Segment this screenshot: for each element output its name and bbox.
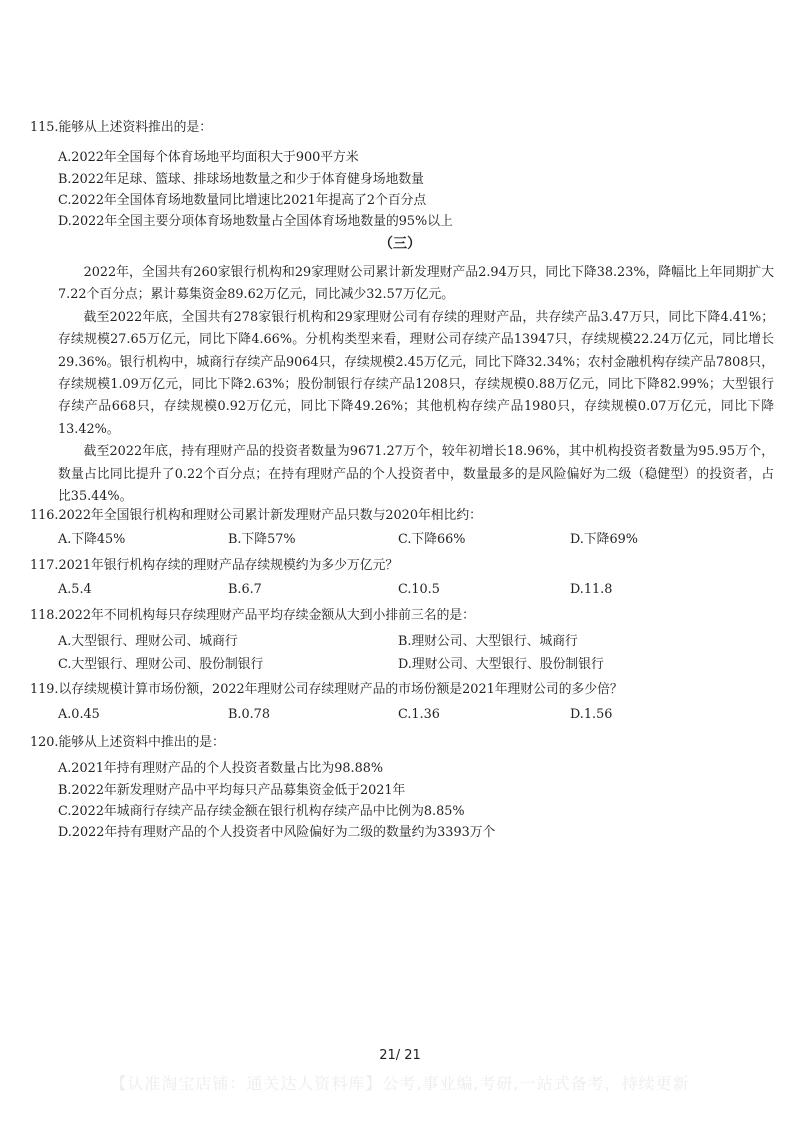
reading-passage <box>58 262 774 508</box>
q118-option-b: B.理财公司、大型银行、城商行 <box>398 634 578 649</box>
q117-stem: 117.2021年银行机构存续的理财产品存续规模约为多少万亿元？ <box>30 558 399 573</box>
q117-option-d: D.11.8 <box>570 582 613 597</box>
passage-paragraph-1: 2022年，全国共有260家银行机构和29家理财公司累计新发理财产品2.94万只，同比下降38.23%，降幅比上年同期扩大7.22个百分点；累计募集资金89.62万亿元，同比减少32.57万亿元。 <box>58 265 774 303</box>
q116-option-b: B.下降57% <box>228 532 296 547</box>
q117-option-a: A.5.4 <box>58 582 92 597</box>
q120-option-c: C.2022年城商行存续产品存续金额在银行机构存续产品中比例为8.85% <box>58 804 465 819</box>
q118-stem: 118.2022年不同机构每只存续理财产品平均存续金额从大到小排前三名的是： <box>30 608 475 623</box>
q120-option-d: D.2022年持有理财产品的个人投资者中风险偏好为二级的数量约为3393万个 <box>58 825 496 840</box>
q116-option-a: A.下降45% <box>58 532 126 547</box>
watermark-text: 【认准淘宝店铺：通关达人资料库】公考,事业编,考研,一站式备考，持续更新 <box>110 1074 690 1093</box>
q118-option-c: C.大型银行、理财公司、股份制银行 <box>58 657 264 672</box>
q117-option-b: B.6.7 <box>228 582 262 597</box>
q120-stem: 120.能够从上述资料中推出的是： <box>30 735 225 750</box>
q120-option-a: A.2021年持有理财产品的个人投资者数量占比为98.88% <box>58 761 384 776</box>
passage-paragraph-3: 截至2022年底，持有理财产品的投资者数量为9671.27万个，较年初增长18.96%，其中机构投资者数量为95.95万个，数量占比同比提升了0.22个百分点；在持有理财产品的个人投资者中，数量最多的是风险偏好为二级（稳健型）的投资者，占比35.44%。 <box>58 444 774 505</box>
q116-stem: 116.2022年全国银行机构和理财公司累计新发理财产品只数与2020年相比约： <box>30 508 482 523</box>
page-number: 21/ 21 <box>379 1048 421 1063</box>
q119-option-c: C.1.36 <box>398 707 440 722</box>
q117-option-c: C.10.5 <box>398 582 440 597</box>
q115-option-c: C.2022年全国体育场地数量同比增速比2021年提高了2个百分点 <box>58 193 427 208</box>
q120-option-b: B.2022年新发理财产品中平均每只产品募集资金低于2021年 <box>58 783 406 798</box>
q115-option-d: D.2022年全国主要分项体育场地数量占全国体育场地数量的95%以上 <box>58 214 453 229</box>
q119-option-b: B.0.78 <box>228 707 270 722</box>
q119-option-a: A.0.45 <box>58 707 100 722</box>
q116-option-c: C.下降66% <box>398 532 466 547</box>
section-heading: （三） <box>379 236 421 252</box>
q115-stem: 115.能够从上述资料推出的是： <box>30 120 213 135</box>
q116-option-d: D.下降69% <box>570 532 638 547</box>
q118-option-d: D.理财公司、大型银行、股份制银行 <box>398 657 604 672</box>
q118-option-a: A.大型银行、理财公司、城商行 <box>58 634 238 649</box>
q119-stem: 119.以存续规模计算市场份额，2022年理财公司存续理财产品的市场份额是2021年理财公司的多少倍？ <box>30 682 623 697</box>
q115-option-a: A.2022年全国每个体育场地平均面积大于900平方米 <box>58 150 359 165</box>
q119-option-d: D.1.56 <box>570 707 613 722</box>
passage-paragraph-2: 截至2022年底，全国共有278家银行机构和29家理财公司有存续的理财产品，共存续产品3.47万只，同比下降4.41%；存续规模27.65万亿元，同比下降4.66%。分机构类型来看，理财公司存续产品13947只，存续规模22.24万亿元，同比增长29.36%。银行机构中，城商行存续产品9064只，存续规模2.45万亿元，同比下降32.34%；农村金融机构存续产品7808只，存续规模1.09万亿元，同比下降2.63%；股份制银行存续产品1208只，存续规模0.88万亿元，同比下降82.99%；大型银行存续产品668只，存续规模0.92万亿元，同比下降49.26%；其他机构存续产品1980只，存续规模0.07万亿元，同比下降13.42%。 <box>58 309 774 437</box>
q115-option-b: B.2022年足球、篮球、排球场地数量之和少于体育健身场地数量 <box>58 172 424 187</box>
